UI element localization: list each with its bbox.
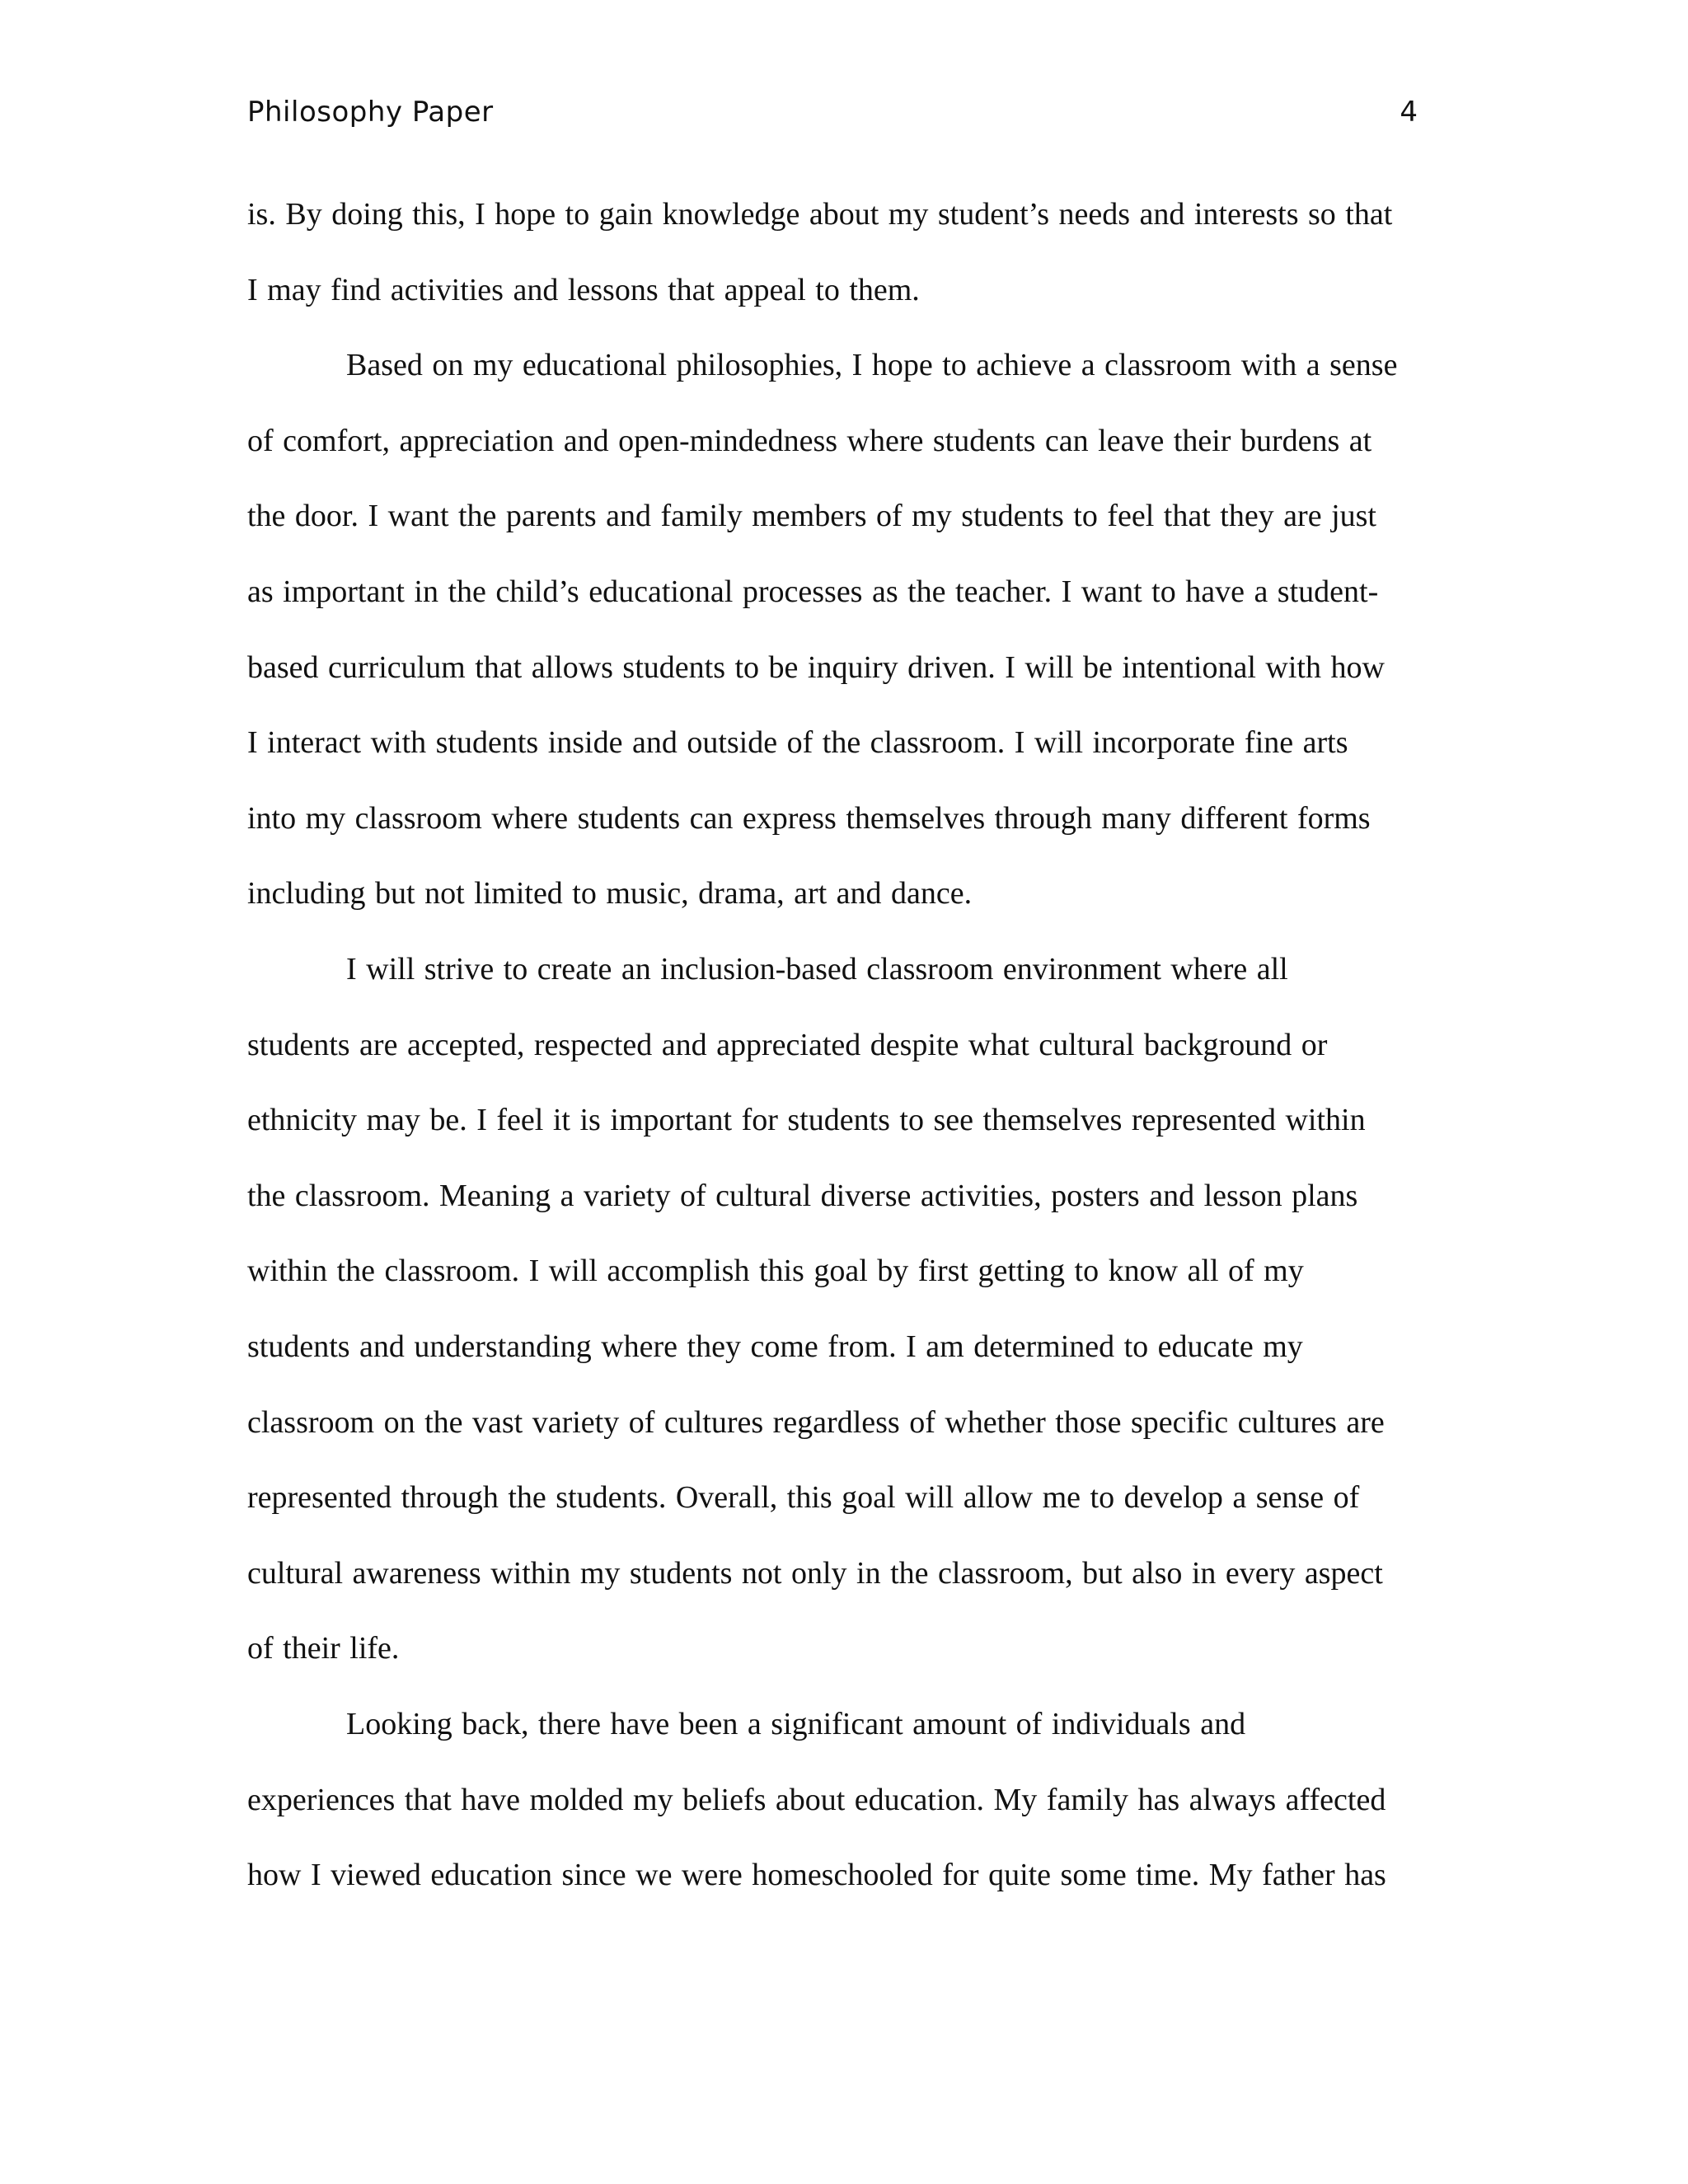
body-line: the classroom. Meaning a variety of cultural diverse activities, posters and lesson plans: [247, 1179, 1358, 1213]
body-line: students are accepted, respected and appreciated despite what cultural background or: [247, 1028, 1328, 1062]
paragraph-first-line: Looking back, there have been a significant amount of individuals and: [346, 1707, 1246, 1741]
body-line: students and understanding where they come from. I am determined to educate my: [247, 1329, 1303, 1364]
body-line: based curriculum that allows students to be inquiry driven. I will be intentional with how: [247, 650, 1385, 685]
body-line: I may find activities and lessons that appeal to them.: [247, 273, 920, 307]
body-line: of their life.: [247, 1631, 400, 1666]
body-line: the door. I want the parents and family members of my students to feel that they are just: [247, 499, 1376, 533]
paragraph-first-line: I will strive to create an inclusion-based classroom environment where all: [346, 952, 1288, 987]
body-line: including but not limited to music, drama, art and dance.: [247, 876, 973, 911]
body-line: classroom on the vast variety of cultures regardless of whether those specific cultures are: [247, 1405, 1385, 1440]
body-line: cultural awareness within my students not only in the classroom, but also in every aspect: [247, 1556, 1383, 1591]
body-line: represented through the students. Overall, this goal will allow me to develop a sense of: [247, 1480, 1360, 1515]
body-line: of comfort, appreciation and open-mindedness where students can leave their burdens at: [247, 424, 1372, 458]
body-line: into my classroom where students can express themselves through many different forms: [247, 801, 1371, 836]
body-line: ethnicity may be. I feel it is important for students to see themselves represented within: [247, 1103, 1366, 1137]
body-line: as important in the child’s educational processes as the teacher. I want to have a student-: [247, 574, 1379, 609]
paragraph-first-line: Based on my educational philosophies, I hope to achieve a classroom with a sense: [346, 348, 1398, 382]
body-line: within the classroom. I will accomplish this goal by first getting to know all of my: [247, 1254, 1304, 1288]
running-head: Philosophy Paper: [247, 96, 494, 129]
page-number: 4: [1400, 96, 1418, 129]
body-line: is. By doing this, I hope to gain knowledge about my student’s needs and interests so that: [247, 197, 1393, 232]
body-line: how I viewed education since we were homeschooled for quite some time. My father has: [247, 1858, 1386, 1892]
body-line: experiences that have molded my beliefs about education. My family has always affected: [247, 1783, 1386, 1817]
body-line: I interact with students inside and outside of the classroom. I will incorporate fine arts: [247, 725, 1348, 760]
